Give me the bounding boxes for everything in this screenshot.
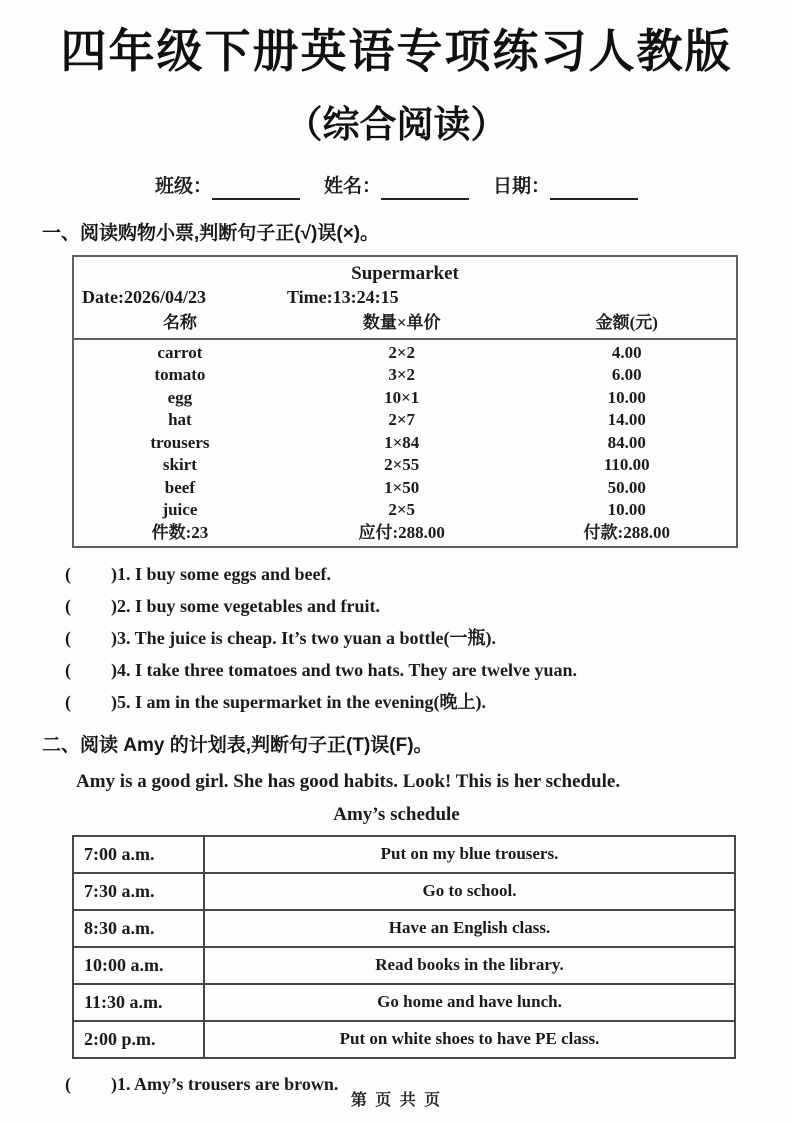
bracket-close: )	[111, 627, 117, 648]
schedule-activity: Put on my blue trousers.	[204, 836, 735, 873]
question-text: 4. I take three tomatoes and two hats. They are twelve yuan.	[117, 659, 577, 680]
item-qty-price: 2×55	[384, 455, 420, 474]
schedule-row	[73, 984, 735, 1021]
schedule-time: 7:30 a.m.	[73, 873, 204, 910]
schedule-activity: Read books in the library.	[204, 947, 735, 984]
schedule-activity: Put on white shoes to have PE class.	[204, 1021, 735, 1058]
schedule-time: 10:00 a.m.	[73, 947, 204, 984]
receipt-row	[74, 475, 736, 498]
schedule-row	[73, 1021, 735, 1058]
receipt-table	[74, 309, 736, 543]
item-amount: 4.00	[611, 342, 642, 362]
receipt-col-name: 名称	[74, 309, 286, 339]
date-blank-input[interactable]	[550, 178, 638, 200]
date-field	[493, 174, 638, 200]
section1-questions	[65, 564, 793, 712]
page-subtitle: （综合阅读）	[285, 104, 508, 145]
receipt-row	[74, 363, 736, 386]
schedule-activity: Go to school.	[204, 873, 735, 910]
receipt-row	[74, 453, 736, 476]
answer-bracket[interactable]	[65, 596, 117, 616]
receipt-due-amount: 应付:288.00	[358, 522, 445, 542]
receipt-store-name: Supermarket	[351, 263, 459, 284]
name-field	[324, 174, 469, 200]
item-amount: 110.00	[603, 455, 650, 474]
question-item	[65, 564, 793, 584]
item-amount: 10.00	[607, 387, 646, 407]
receipt-summary-row	[74, 520, 736, 543]
question-item	[65, 628, 793, 648]
item-name: trousers	[150, 432, 210, 452]
bracket-open: (	[65, 595, 71, 616]
item-qty-price: 2×7	[388, 410, 416, 429]
class-field	[155, 174, 300, 200]
item-name: juice	[162, 500, 198, 519]
item-qty-price: 1×50	[384, 477, 420, 497]
name-blank-input[interactable]	[381, 178, 469, 200]
question-text: 2. I buy some vegetables and fruit.	[117, 595, 381, 616]
receipt-row	[74, 385, 736, 408]
question-item	[65, 692, 793, 712]
schedule-table	[72, 835, 736, 1059]
schedule-row	[73, 947, 735, 984]
bracket-open: (	[65, 563, 71, 584]
receipt-time: Time:13:24:15	[287, 287, 399, 307]
bracket-close: )	[111, 691, 117, 712]
answer-bracket[interactable]	[65, 564, 117, 584]
item-name: carrot	[157, 342, 203, 362]
receipt-row	[74, 408, 736, 431]
answer-bracket[interactable]	[65, 692, 117, 712]
schedule-time: 11:30 a.m.	[73, 984, 204, 1021]
class-label: 班级：	[154, 176, 212, 197]
receipt-row	[74, 339, 736, 363]
question-text: 5. I am in the supermarket in the evening(晚上).	[117, 691, 486, 712]
schedule-time: 7:00 a.m.	[73, 836, 204, 873]
question-text: 1. Amy’s trousers are brown.	[117, 1073, 339, 1094]
bracket-close: )	[111, 1073, 117, 1094]
receipt-date: Date:2026/04/23	[82, 287, 206, 307]
item-name: egg	[167, 387, 193, 407]
bracket-open: (	[65, 1073, 71, 1094]
receipt-row	[74, 498, 736, 521]
item-qty-price: 3×2	[388, 365, 416, 384]
page-footer: 第 页 共 页	[350, 1092, 443, 1109]
item-amount: 10.00	[607, 500, 646, 519]
receipt-col-amount: 金额(元)	[518, 309, 736, 339]
schedule-time: 8:30 a.m.	[73, 910, 204, 947]
bracket-open: (	[65, 627, 71, 648]
schedule-title: Amy’s schedule	[333, 803, 460, 825]
schedule-time: 2:00 p.m.	[73, 1021, 204, 1058]
item-name: beef	[164, 477, 196, 497]
answer-bracket[interactable]	[65, 628, 117, 648]
bracket-open: (	[65, 659, 71, 680]
question-text: 1. I buy some eggs and beef.	[117, 563, 332, 584]
receipt-header-row	[74, 309, 736, 339]
receipt-col-qty: 数量×单价	[286, 309, 518, 339]
schedule-row	[73, 873, 735, 910]
question-item	[65, 596, 793, 616]
bracket-close: )	[111, 595, 117, 616]
receipt-item-count: 件数:23	[151, 522, 209, 542]
bracket-close: )	[111, 659, 117, 680]
answer-bracket[interactable]	[65, 660, 117, 680]
page-title: 四年级下册英语专项练习人教版	[60, 25, 733, 77]
item-amount: 84.00	[607, 432, 646, 452]
item-amount: 50.00	[607, 477, 646, 497]
supermarket-receipt	[72, 255, 738, 548]
student-info-row	[0, 174, 793, 200]
receipt-row	[74, 430, 736, 453]
class-blank-input[interactable]	[212, 178, 300, 200]
item-qty-price: 10×1	[384, 387, 420, 407]
item-name: hat	[168, 410, 192, 429]
schedule-activity: Have an English class.	[204, 910, 735, 947]
section2-intro: Amy is a good girl. She has good habits. Look! This is her schedule.	[76, 770, 621, 792]
bracket-close: )	[111, 563, 117, 584]
bracket-open: (	[65, 691, 71, 712]
item-qty-price: 2×5	[388, 500, 416, 519]
schedule-activity: Go home and have lunch.	[204, 984, 735, 1021]
item-amount: 14.00	[607, 410, 646, 429]
receipt-datetime-row	[74, 285, 736, 309]
question-item	[65, 660, 793, 680]
schedule-row	[73, 910, 735, 947]
item-name: skirt	[162, 455, 197, 474]
name-label: 姓名：	[323, 176, 381, 197]
item-qty-price: 1×84	[384, 432, 420, 452]
receipt-paid-amount: 付款:288.00	[583, 522, 670, 542]
schedule-row	[73, 836, 735, 873]
item-qty-price: 2×2	[388, 342, 416, 362]
date-label: 日期：	[493, 176, 551, 197]
question-text: 3. The juice is cheap. It’s two yuan a bottle(一瓶).	[117, 627, 496, 648]
section2-heading: 二、阅读 Amy 的计划表,判断句子正(T)误(F)。	[42, 734, 433, 756]
section1-heading: 一、阅读购物小票,判断句子正(√)误(×)。	[42, 223, 380, 244]
item-amount: 6.00	[611, 365, 642, 384]
item-name: tomato	[154, 365, 206, 384]
